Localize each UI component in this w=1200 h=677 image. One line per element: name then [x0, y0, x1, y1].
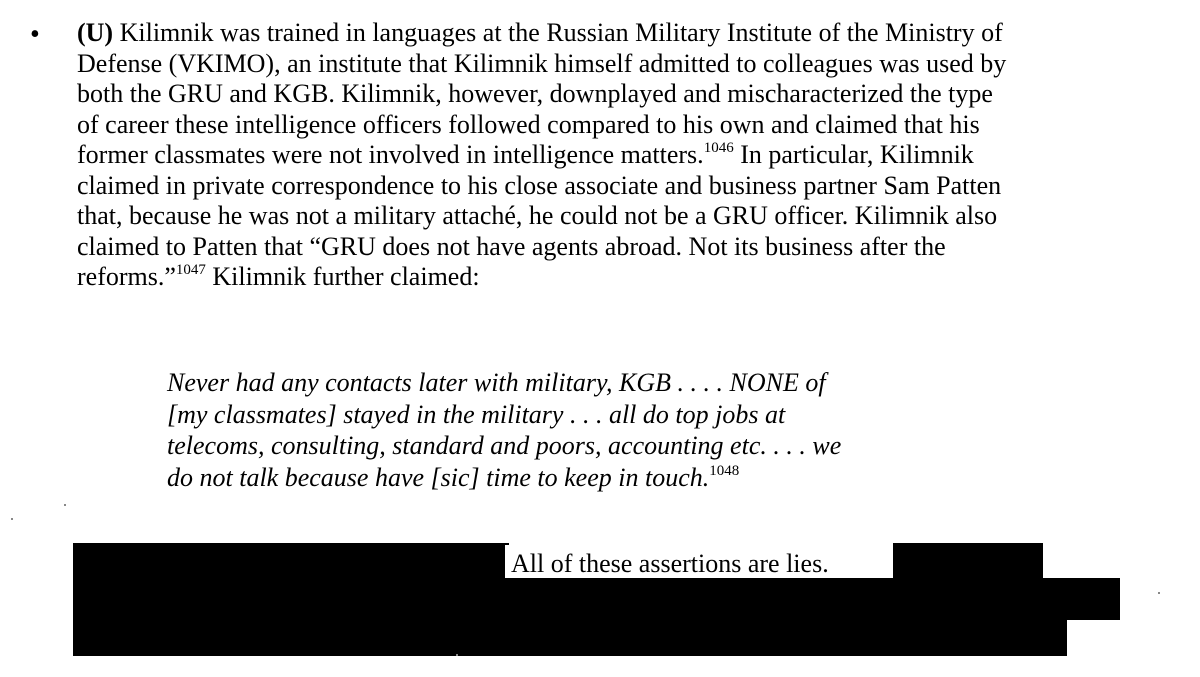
scan-speck: [11, 518, 13, 520]
footnote-ref-1048: 1048: [709, 462, 740, 479]
paragraph-line-7: that, because he was not a military attaché, he could not be a GRU officer. Kilimnik also: [77, 201, 998, 230]
redaction-block-top-right: [893, 543, 1043, 583]
paragraph-line-5-text: former classmates were not involved in intelligence matters.: [77, 140, 704, 169]
quote-line-1: Never had any contacts later with military, KGB . . . . NONE of: [167, 368, 826, 397]
quote-line-4: [167, 462, 987, 494]
redaction-block-bottom: [73, 614, 1067, 656]
redaction-block-top-left: [73, 543, 509, 583]
paragraph-line-5: [77, 140, 1187, 171]
scan-speck: [64, 504, 66, 506]
paragraph-line-9: [77, 262, 1187, 293]
footnote-ref-1047: 1047: [175, 262, 206, 278]
classification-marking: (U): [77, 18, 114, 47]
scan-speck: [456, 654, 458, 656]
paragraph-line-8: claimed to Patten that “GRU does not have agents abroad. Not its business after the: [77, 231, 946, 261]
paragraph-line-1: [77, 18, 1187, 49]
paragraph-line-4: of career these intelligence officers followed compared to his own and claimed that his: [77, 109, 980, 139]
quote-line-4-text: do not talk because have [sic] time to keep in touch.: [167, 462, 710, 492]
paragraph-line-6: claimed in private correspondence to his close associate and business partner Sam Patten: [77, 170, 1002, 200]
paragraph-line-9-tail: Kilimnik further claimed:: [205, 262, 480, 291]
main-paragraph: [77, 18, 1187, 293]
paragraph-line-3: both the GRU and KGB. Kilimnik, however, downplayed and mischaracterized the type: [77, 79, 993, 108]
paragraph-line-1-text: Kilimnik was trained in languages at the Russian Military Institute of the Ministry of: [113, 18, 1003, 47]
paragraph-line-9-text: reforms.”: [77, 262, 176, 291]
paragraph-line-5-tail: In particular, Kilimnik: [733, 140, 974, 169]
paragraph-line-2: Defense (VKIMO), an institute that Kilimnik himself admitted to colleagues was used by: [77, 48, 1007, 78]
block-quote: [167, 367, 987, 493]
unredacted-sentence: All of these assertions are lies.: [505, 545, 893, 578]
scan-speck: [1158, 592, 1160, 594]
quote-line-2: [my classmates] stayed in the military . . . all do top jobs at: [167, 399, 786, 429]
quote-line-3: telecoms, consulting, standard and poors, accounting etc. . . . we: [167, 431, 842, 460]
footnote-ref-1046: 1046: [703, 140, 734, 156]
bullet-marker: •: [30, 19, 40, 50]
